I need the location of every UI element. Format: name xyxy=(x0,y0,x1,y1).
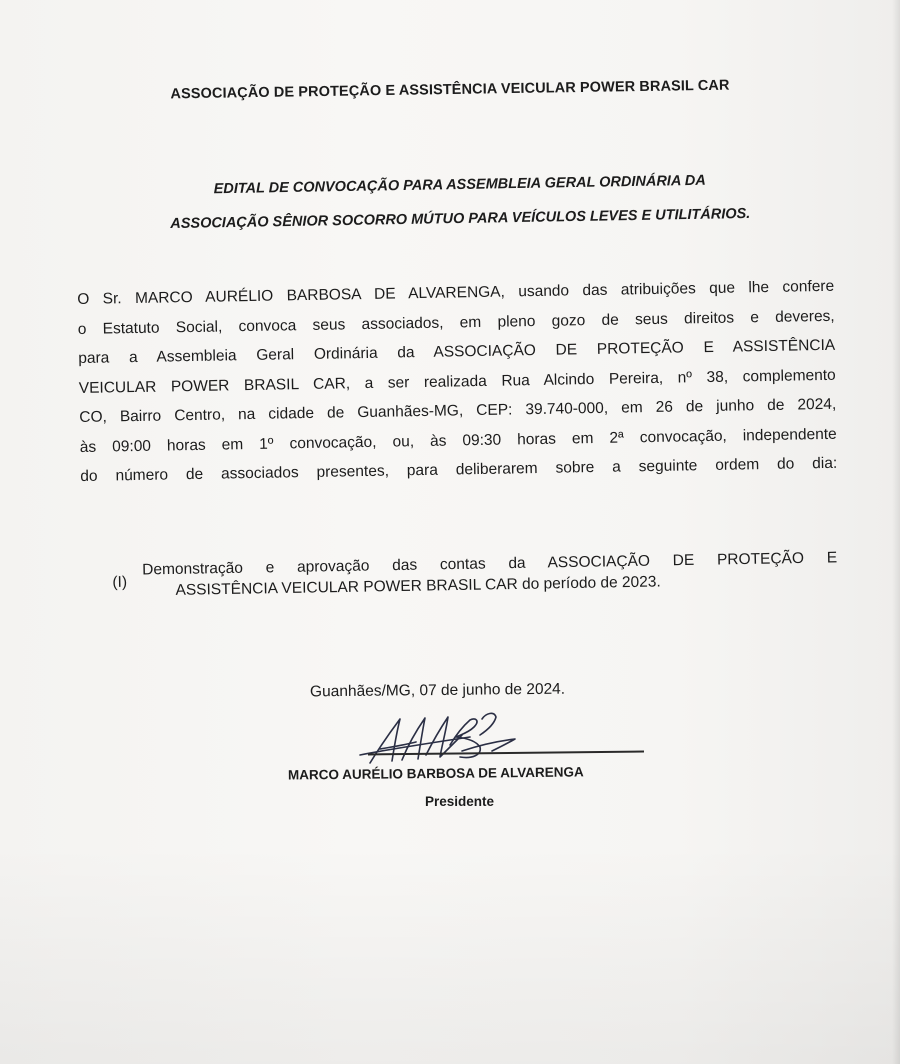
body-line-2: o Estatuto Social, convoca seus associados, em pleno gozo de seus direitos e deveres, xyxy=(77,307,835,338)
signer-role: Presidente xyxy=(425,794,495,809)
body-line-1: O Sr. MARCO AURÉLIO BARBOSA DE ALVARENGA, usando das atribuições que lhe confere xyxy=(77,277,835,308)
agenda-line-1: Demonstração e aprovação das contas da ASSOCIAÇÃO DE PROTEÇÃO E xyxy=(142,549,838,579)
body-line-3: para a Assembleia Geral Ordinária da ASSOCIAÇÃO DE PROTEÇÃO E ASSISTÊNCIA xyxy=(78,336,836,367)
body-line-4: VEICULAR POWER BRASIL CAR, a ser realizada Rua Alcindo Pereira, nº 38, complemento xyxy=(78,366,836,397)
convocation-body xyxy=(77,272,837,492)
edital-title-line-1: EDITAL DE CONVOCAÇÃO PARA ASSEMBLEIA GERAL ORDINÁRIA DA xyxy=(213,172,706,198)
signer-name: MARCO AURÉLIO BARBOSA DE ALVARENGA xyxy=(287,764,584,783)
place-and-date: Guanhães/MG, 07 de junho de 2024. xyxy=(309,680,566,701)
body-line-6: às 09:00 horas em 1º convocação, ou, às 09:30 horas em 2ª convocação, independente xyxy=(79,425,837,456)
organization-title: ASSOCIAÇÃO DE PROTEÇÃO E ASSISTÊNCIA VEICULAR POWER BRASIL CAR xyxy=(170,77,730,103)
edital-title xyxy=(129,162,790,242)
body-line-5: CO, Bairro Centro, na cidade de Guanhães-MG, CEP: 39.740-000, em 26 de junho de 2024, xyxy=(79,395,837,426)
agenda-item-number: (I) xyxy=(112,573,128,591)
page-bottom-shade xyxy=(0,844,900,1064)
agenda-line-2: ASSISTÊNCIA VEICULAR POWER BRASIL CAR do período de 2023. xyxy=(175,573,661,599)
body-line-7: do número de associados presentes, para deliberarem sobre a seguinte ordem do dia: xyxy=(80,454,838,485)
edital-title-line-2: ASSOCIAÇÃO SÊNIOR SOCORRO MÚTUO PARA VEÍCULOS LEVES E UTILITÁRIOS. xyxy=(170,205,751,233)
